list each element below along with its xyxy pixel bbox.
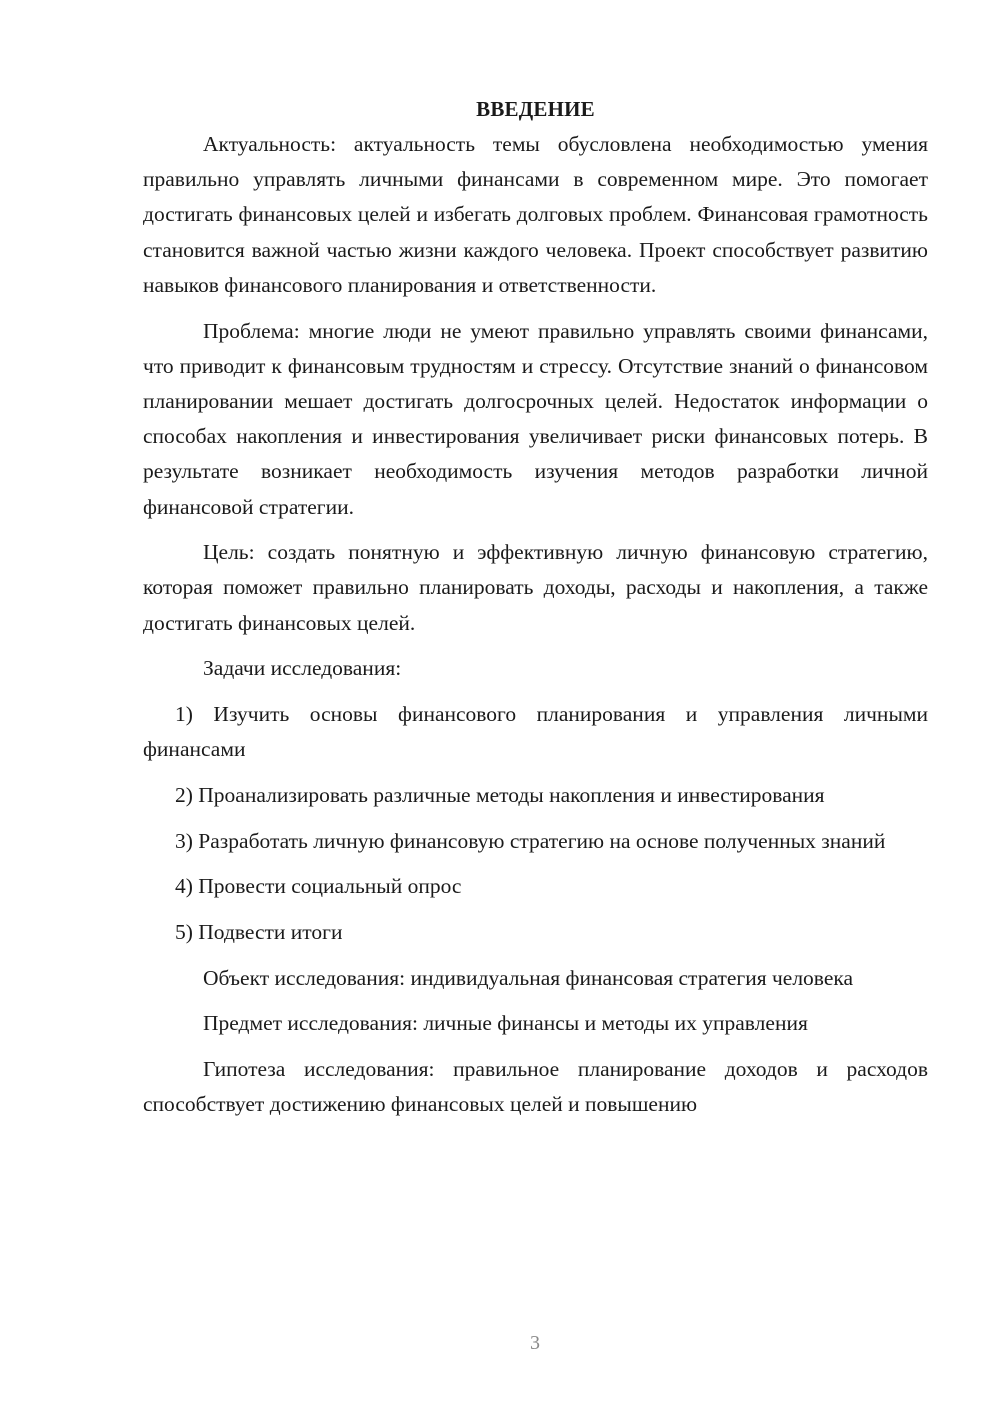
task-item: 2) Проанализировать различные методы накопления и инвестирования: [175, 782, 825, 807]
task-item: 4) Провести социальный опрос: [175, 874, 462, 899]
paragraph-relevance: Актуальность: актуальность темы обусловлена необходимостью умения правильно управлять личными финансами в современном мире. Это помогает достигать финансовых целей и избегать долговых проблем. Финансовая грамотность становится важной частью жизни каждого человека. Проект способствует развитию навыков финансового планирования и ответственности.: [143, 132, 928, 297]
task-item: 3) Разработать личную финансовую стратегию на основе полученных знаний: [175, 828, 886, 853]
paragraph-tasks-title: Задачи исследования:: [203, 656, 402, 681]
task-item: 5) Подвести итоги: [175, 920, 343, 945]
paragraph-subject: Предмет исследования: личные финансы и методы их управления: [203, 1011, 808, 1036]
section-heading: ВВЕДЕНИЕ: [476, 97, 595, 121]
paragraph-object: Объект исследования: индивидуальная финансовая стратегия человека: [203, 965, 854, 990]
paragraph-problem: Проблема: многие люди не умеют правильно управлять своими финансами, что приводит к финансовым трудностям и стрессу. Отсутствие знаний о финансовом планировании мешает достигать долгосрочных целей. Недостаток информации о способах накопления и инвестирования увеличивает риски финансовых потерь. В результате возникает необходимость изучения методов разработки личной финансовой стратегии.: [143, 318, 928, 519]
page-number: 3: [530, 1332, 540, 1354]
document-page: [143, 92, 928, 1123]
task-item: 1) Изучить основы финансового планирования и управления личными финансами: [143, 702, 928, 762]
paragraph-goal: Цель: создать понятную и эффективную личную финансовую стратегию, которая поможет правильно планировать доходы, расходы и накопления, а также достигать финансовых целей.: [143, 540, 928, 635]
paragraph-hypothesis: Гипотеза исследования: правильное планирование доходов и расходов способствует достижению финансовых целей и повышению: [143, 1057, 928, 1117]
